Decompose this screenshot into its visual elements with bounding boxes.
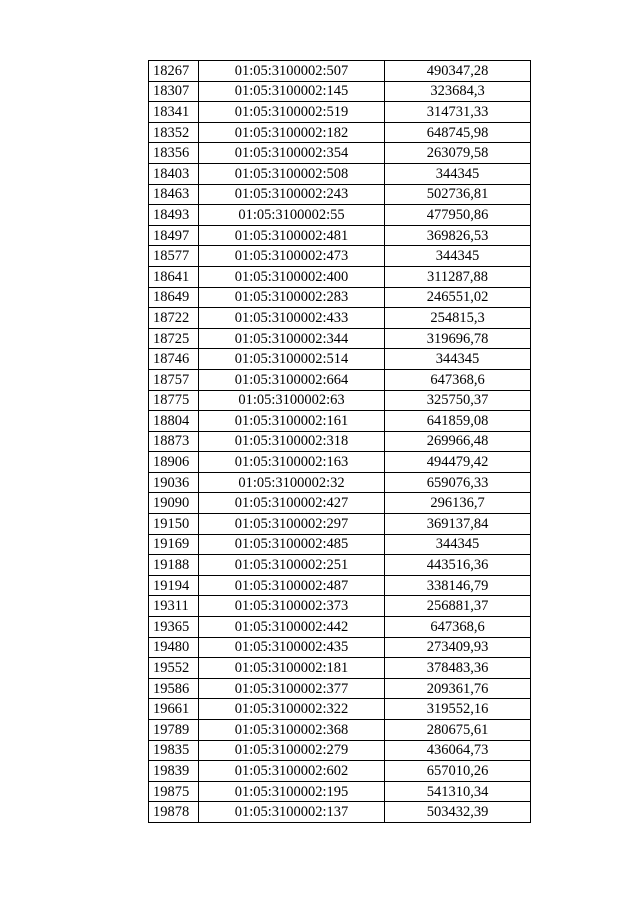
cadastral-number-cell: 01:05:3100002:433 bbox=[199, 308, 385, 329]
row-id-cell: 19552 bbox=[149, 658, 199, 679]
cadastral-number-cell: 01:05:3100002:182 bbox=[199, 122, 385, 143]
value-cell: 344345 bbox=[385, 349, 531, 370]
row-id-cell: 19875 bbox=[149, 781, 199, 802]
cadastral-number-cell: 01:05:3100002:354 bbox=[199, 143, 385, 164]
row-id-cell: 19090 bbox=[149, 493, 199, 514]
value-cell: 657010,26 bbox=[385, 761, 531, 782]
records-table bbox=[148, 60, 531, 823]
cadastral-number-cell: 01:05:3100002:32 bbox=[199, 472, 385, 493]
value-cell: 443516,36 bbox=[385, 555, 531, 576]
row-id-cell: 19661 bbox=[149, 699, 199, 720]
value-cell: 319552,16 bbox=[385, 699, 531, 720]
value-cell: 325750,37 bbox=[385, 390, 531, 411]
row-id-cell: 19311 bbox=[149, 596, 199, 617]
row-id-cell: 19194 bbox=[149, 575, 199, 596]
records-table-body bbox=[149, 61, 531, 823]
value-cell: 344345 bbox=[385, 163, 531, 184]
row-id-cell: 18906 bbox=[149, 452, 199, 473]
cadastral-number-cell: 01:05:3100002:507 bbox=[199, 61, 385, 82]
row-id-cell: 19365 bbox=[149, 617, 199, 638]
value-cell: 263079,58 bbox=[385, 143, 531, 164]
cadastral-number-cell: 01:05:3100002:279 bbox=[199, 740, 385, 761]
row-id-cell: 18722 bbox=[149, 308, 199, 329]
cadastral-number-cell: 01:05:3100002:481 bbox=[199, 225, 385, 246]
value-cell: 494479,42 bbox=[385, 452, 531, 473]
table-row bbox=[149, 246, 531, 267]
row-id-cell: 18725 bbox=[149, 328, 199, 349]
table-row bbox=[149, 225, 531, 246]
value-cell: 256881,37 bbox=[385, 596, 531, 617]
cadastral-number-cell: 01:05:3100002:55 bbox=[199, 205, 385, 226]
table-row bbox=[149, 411, 531, 432]
table-row bbox=[149, 369, 531, 390]
value-cell: 490347,28 bbox=[385, 61, 531, 82]
table-row bbox=[149, 637, 531, 658]
cadastral-number-cell: 01:05:3100002:377 bbox=[199, 678, 385, 699]
value-cell: 273409,93 bbox=[385, 637, 531, 658]
table-row bbox=[149, 308, 531, 329]
value-cell: 659076,33 bbox=[385, 472, 531, 493]
cadastral-number-cell: 01:05:3100002:195 bbox=[199, 781, 385, 802]
table-row bbox=[149, 472, 531, 493]
value-cell: 369137,84 bbox=[385, 514, 531, 535]
value-cell: 436064,73 bbox=[385, 740, 531, 761]
value-cell: 344345 bbox=[385, 246, 531, 267]
row-id-cell: 18757 bbox=[149, 369, 199, 390]
row-id-cell: 18649 bbox=[149, 287, 199, 308]
value-cell: 502736,81 bbox=[385, 184, 531, 205]
table-row bbox=[149, 781, 531, 802]
cadastral-number-cell: 01:05:3100002:427 bbox=[199, 493, 385, 514]
value-cell: 378483,36 bbox=[385, 658, 531, 679]
value-cell: 344345 bbox=[385, 534, 531, 555]
table-row bbox=[149, 699, 531, 720]
cadastral-number-cell: 01:05:3100002:297 bbox=[199, 514, 385, 535]
cadastral-number-cell: 01:05:3100002:63 bbox=[199, 390, 385, 411]
table-row bbox=[149, 761, 531, 782]
row-id-cell: 18341 bbox=[149, 102, 199, 123]
table-row bbox=[149, 740, 531, 761]
value-cell: 541310,34 bbox=[385, 781, 531, 802]
value-cell: 319696,78 bbox=[385, 328, 531, 349]
table-row bbox=[149, 328, 531, 349]
cadastral-number-cell: 01:05:3100002:514 bbox=[199, 349, 385, 370]
cadastral-number-cell: 01:05:3100002:137 bbox=[199, 802, 385, 823]
table-row bbox=[149, 431, 531, 452]
cadastral-number-cell: 01:05:3100002:400 bbox=[199, 266, 385, 287]
cadastral-number-cell: 01:05:3100002:145 bbox=[199, 81, 385, 102]
value-cell: 280675,61 bbox=[385, 720, 531, 741]
row-id-cell: 18775 bbox=[149, 390, 199, 411]
table-row bbox=[149, 617, 531, 638]
value-cell: 296136,7 bbox=[385, 493, 531, 514]
table-row bbox=[149, 102, 531, 123]
cadastral-number-cell: 01:05:3100002:508 bbox=[199, 163, 385, 184]
row-id-cell: 19878 bbox=[149, 802, 199, 823]
table-row bbox=[149, 514, 531, 535]
cadastral-number-cell: 01:05:3100002:435 bbox=[199, 637, 385, 658]
table-row bbox=[149, 163, 531, 184]
table-row bbox=[149, 81, 531, 102]
value-cell: 209361,76 bbox=[385, 678, 531, 699]
row-id-cell: 19835 bbox=[149, 740, 199, 761]
value-cell: 254815,3 bbox=[385, 308, 531, 329]
cadastral-number-cell: 01:05:3100002:473 bbox=[199, 246, 385, 267]
cadastral-number-cell: 01:05:3100002:373 bbox=[199, 596, 385, 617]
row-id-cell: 18577 bbox=[149, 246, 199, 267]
value-cell: 647368,6 bbox=[385, 617, 531, 638]
cadastral-number-cell: 01:05:3100002:322 bbox=[199, 699, 385, 720]
table-row bbox=[149, 596, 531, 617]
table-row bbox=[149, 555, 531, 576]
cadastral-number-cell: 01:05:3100002:487 bbox=[199, 575, 385, 596]
cadastral-number-cell: 01:05:3100002:664 bbox=[199, 369, 385, 390]
row-id-cell: 18493 bbox=[149, 205, 199, 226]
row-id-cell: 18497 bbox=[149, 225, 199, 246]
table-row bbox=[149, 678, 531, 699]
cadastral-number-cell: 01:05:3100002:283 bbox=[199, 287, 385, 308]
row-id-cell: 19188 bbox=[149, 555, 199, 576]
table-row bbox=[149, 534, 531, 555]
table-row bbox=[149, 575, 531, 596]
value-cell: 311287,88 bbox=[385, 266, 531, 287]
cadastral-number-cell: 01:05:3100002:368 bbox=[199, 720, 385, 741]
cadastral-number-cell: 01:05:3100002:161 bbox=[199, 411, 385, 432]
row-id-cell: 18804 bbox=[149, 411, 199, 432]
cadastral-number-cell: 01:05:3100002:519 bbox=[199, 102, 385, 123]
table-row bbox=[149, 390, 531, 411]
value-cell: 647368,6 bbox=[385, 369, 531, 390]
row-id-cell: 19586 bbox=[149, 678, 199, 699]
value-cell: 246551,02 bbox=[385, 287, 531, 308]
value-cell: 369826,53 bbox=[385, 225, 531, 246]
table-row bbox=[149, 349, 531, 370]
row-id-cell: 18356 bbox=[149, 143, 199, 164]
cadastral-number-cell: 01:05:3100002:485 bbox=[199, 534, 385, 555]
row-id-cell: 19789 bbox=[149, 720, 199, 741]
table-row bbox=[149, 184, 531, 205]
table-row bbox=[149, 287, 531, 308]
value-cell: 314731,33 bbox=[385, 102, 531, 123]
value-cell: 477950,86 bbox=[385, 205, 531, 226]
cadastral-number-cell: 01:05:3100002:318 bbox=[199, 431, 385, 452]
row-id-cell: 19480 bbox=[149, 637, 199, 658]
value-cell: 269966,48 bbox=[385, 431, 531, 452]
value-cell: 338146,79 bbox=[385, 575, 531, 596]
table-row bbox=[149, 205, 531, 226]
value-cell: 648745,98 bbox=[385, 122, 531, 143]
row-id-cell: 18873 bbox=[149, 431, 199, 452]
table-row bbox=[149, 143, 531, 164]
table-row bbox=[149, 122, 531, 143]
table-row bbox=[149, 493, 531, 514]
cadastral-number-cell: 01:05:3100002:181 bbox=[199, 658, 385, 679]
cadastral-number-cell: 01:05:3100002:442 bbox=[199, 617, 385, 638]
row-id-cell: 19150 bbox=[149, 514, 199, 535]
table-row bbox=[149, 658, 531, 679]
table-row bbox=[149, 266, 531, 287]
table-row bbox=[149, 802, 531, 823]
row-id-cell: 18352 bbox=[149, 122, 199, 143]
row-id-cell: 18641 bbox=[149, 266, 199, 287]
table-row bbox=[149, 720, 531, 741]
row-id-cell: 18463 bbox=[149, 184, 199, 205]
row-id-cell: 19036 bbox=[149, 472, 199, 493]
table-row bbox=[149, 61, 531, 82]
cadastral-number-cell: 01:05:3100002:344 bbox=[199, 328, 385, 349]
row-id-cell: 18746 bbox=[149, 349, 199, 370]
row-id-cell: 19169 bbox=[149, 534, 199, 555]
row-id-cell: 18307 bbox=[149, 81, 199, 102]
cadastral-number-cell: 01:05:3100002:243 bbox=[199, 184, 385, 205]
row-id-cell: 19839 bbox=[149, 761, 199, 782]
table-row bbox=[149, 452, 531, 473]
value-cell: 323684,3 bbox=[385, 81, 531, 102]
cadastral-number-cell: 01:05:3100002:163 bbox=[199, 452, 385, 473]
cadastral-number-cell: 01:05:3100002:251 bbox=[199, 555, 385, 576]
row-id-cell: 18403 bbox=[149, 163, 199, 184]
cadastral-number-cell: 01:05:3100002:602 bbox=[199, 761, 385, 782]
value-cell: 641859,08 bbox=[385, 411, 531, 432]
row-id-cell: 18267 bbox=[149, 61, 199, 82]
value-cell: 503432,39 bbox=[385, 802, 531, 823]
